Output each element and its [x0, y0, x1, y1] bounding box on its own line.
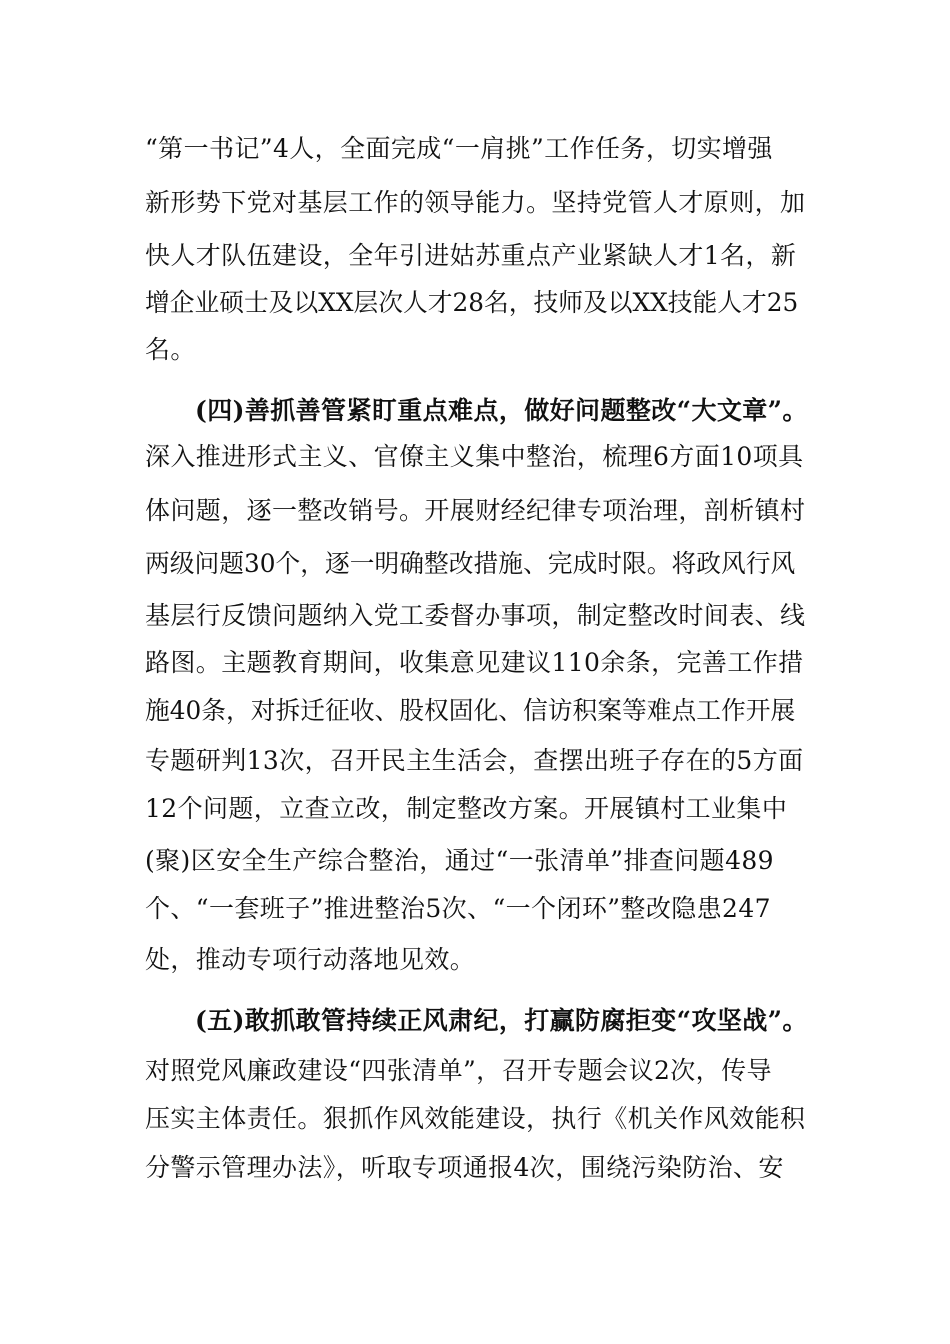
paragraph-line: 施40条，对拆迁征收、股权固化、信访积案等难点工作开展: [145, 696, 796, 725]
paragraph-line: 体问题，逐一整改销号。开展财经纪律专项治理，剖析镇村: [145, 496, 806, 525]
paragraph-line: 基层行反馈问题纳入党工委督办事项，制定整改时间表、线: [145, 601, 806, 630]
paragraph-line: “第一书记”4人，全面完成“一肩挑”工作任务，切实增强: [145, 134, 773, 163]
paragraph-line: 压实主体责任。狠抓作风效能建设，执行《机关作风效能积: [145, 1104, 806, 1133]
paragraph-line: 快人才队伍建设，全年引进姑苏重点产业紧缺人才1名，新: [145, 241, 797, 270]
paragraph-line: 对照党风廉政建设“四张清单”，召开专题会议2次，传导: [145, 1056, 772, 1085]
paragraph-line: 个、“一套班子”推进整治5次、“一个闭环”整改隐患247: [145, 894, 771, 923]
section-heading-4: (四)善抓善管紧盯重点难点，做好问题整改“大文章”。: [195, 396, 808, 425]
paragraph-line: 处，推动专项行动落地见效。: [145, 945, 476, 974]
section-heading-5: (五)敢抓敢管持续正风肃纪，打赢防腐拒变“攻坚战”。: [195, 1006, 808, 1035]
paragraph-line: 分警示管理办法》，听取专项通报4次，围绕污染防治、安: [145, 1153, 784, 1182]
paragraph-line: 新形势下党对基层工作的领导能力。坚持党管人才原则，加: [145, 188, 806, 217]
paragraph-line: 专题研判13次，召开民主生活会，查摆出班子存在的5方面: [145, 746, 804, 775]
paragraph-line: 名。: [145, 335, 196, 364]
paragraph-line: 路图。主题教育期间，收集意见建议110余条，完善工作措: [145, 648, 804, 677]
paragraph-line: 12个问题，立查立改，制定整改方案。开展镇村工业集中: [145, 794, 788, 823]
paragraph-line: 深入推进形式主义、官僚主义集中整治，梳理6方面10项具: [145, 442, 804, 471]
paragraph-line: (聚)区安全生产综合整治，通过“一张清单”排查问题489: [145, 846, 774, 875]
paragraph-line: 增企业硕士及以XX层次人才28名，技师及以XX技能人才25: [145, 288, 799, 317]
paragraph-line: 两级问题30个，逐一明确整改措施、完成时限。将政风行风: [145, 549, 796, 578]
